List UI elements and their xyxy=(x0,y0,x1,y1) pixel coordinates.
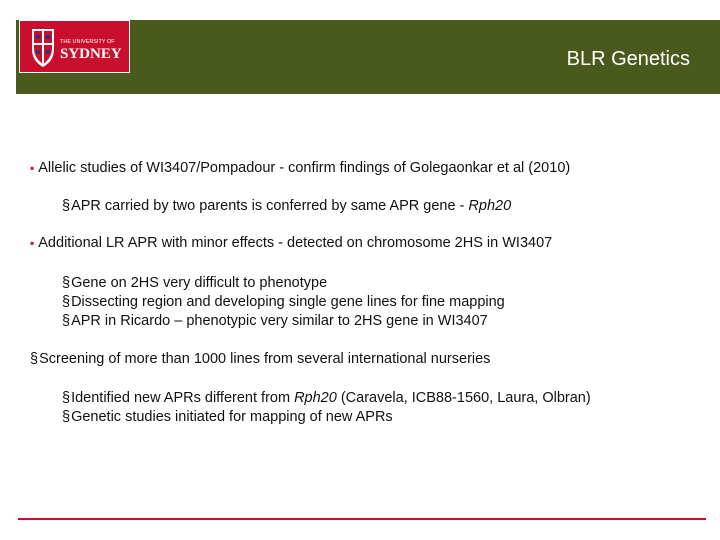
sub-bullet-marker: § xyxy=(62,390,71,406)
bullet-2-sub-1 xyxy=(62,275,327,291)
logo-line1: THE UNIVERSITY OF xyxy=(60,39,115,45)
bullet-3-sub-1-tail: (Caravela, ICB88-1560, Laura, Olbran) xyxy=(336,390,591,406)
sub-bullet-marker: § xyxy=(62,294,71,310)
bullet-1-text: Allelic studies of WI3407/Pompadour - confirm findings of Golegaonkar et al (2010) xyxy=(38,160,571,176)
slide-title: BLR Genetics xyxy=(566,48,690,70)
bullet-marker: ▪ xyxy=(30,161,35,175)
bullet-1-sub-1 xyxy=(62,198,511,214)
bullet-3-sub-2-text: Genetic studies initiated for mapping of new APRs xyxy=(71,409,393,425)
bullet-3-sub-1 xyxy=(62,390,591,406)
bullet-3 xyxy=(30,351,490,367)
bullet-2-sub-2-text: Dissecting region and developing single gene lines for fine mapping xyxy=(71,294,505,310)
sub-bullet-marker: § xyxy=(62,275,71,291)
bullet-1-sub-1-text: APR carried by two parents is conferred by same APR gene - xyxy=(71,198,469,214)
sub-bullet-marker: § xyxy=(62,313,71,329)
bullet-3-sub-1-text: Identified new APRs different from xyxy=(71,390,295,406)
sub-bullet-marker: § xyxy=(30,351,39,367)
bullet-1 xyxy=(30,160,570,176)
sub-bullet-marker: § xyxy=(62,198,71,214)
bullet-2-sub-1-text: Gene on 2HS very difficult to phenotype xyxy=(71,275,328,291)
bullet-2-sub-3-text: APR in Ricardo – phenotypic very similar to 2HS gene in WI3407 xyxy=(71,313,488,329)
bullet-3-text: Screening of more than 1000 lines from several international nurseries xyxy=(39,351,491,367)
gene-name: Rph20 xyxy=(468,198,512,214)
footer-rule xyxy=(18,518,706,520)
bullet-2 xyxy=(30,235,552,251)
bullet-2-sub-2 xyxy=(62,294,505,310)
sub-bullet-marker: § xyxy=(62,409,71,425)
logo-line2: SYDNEY xyxy=(60,46,122,62)
bullet-marker: ▪ xyxy=(30,236,35,250)
gene-name: Rph20 xyxy=(294,390,337,406)
bullet-2-sub-3 xyxy=(62,313,488,329)
bullet-2-text: Additional LR APR with minor effects - detected on chromosome 2HS in WI3407 xyxy=(38,235,553,251)
bullet-3-sub-2 xyxy=(62,409,393,425)
